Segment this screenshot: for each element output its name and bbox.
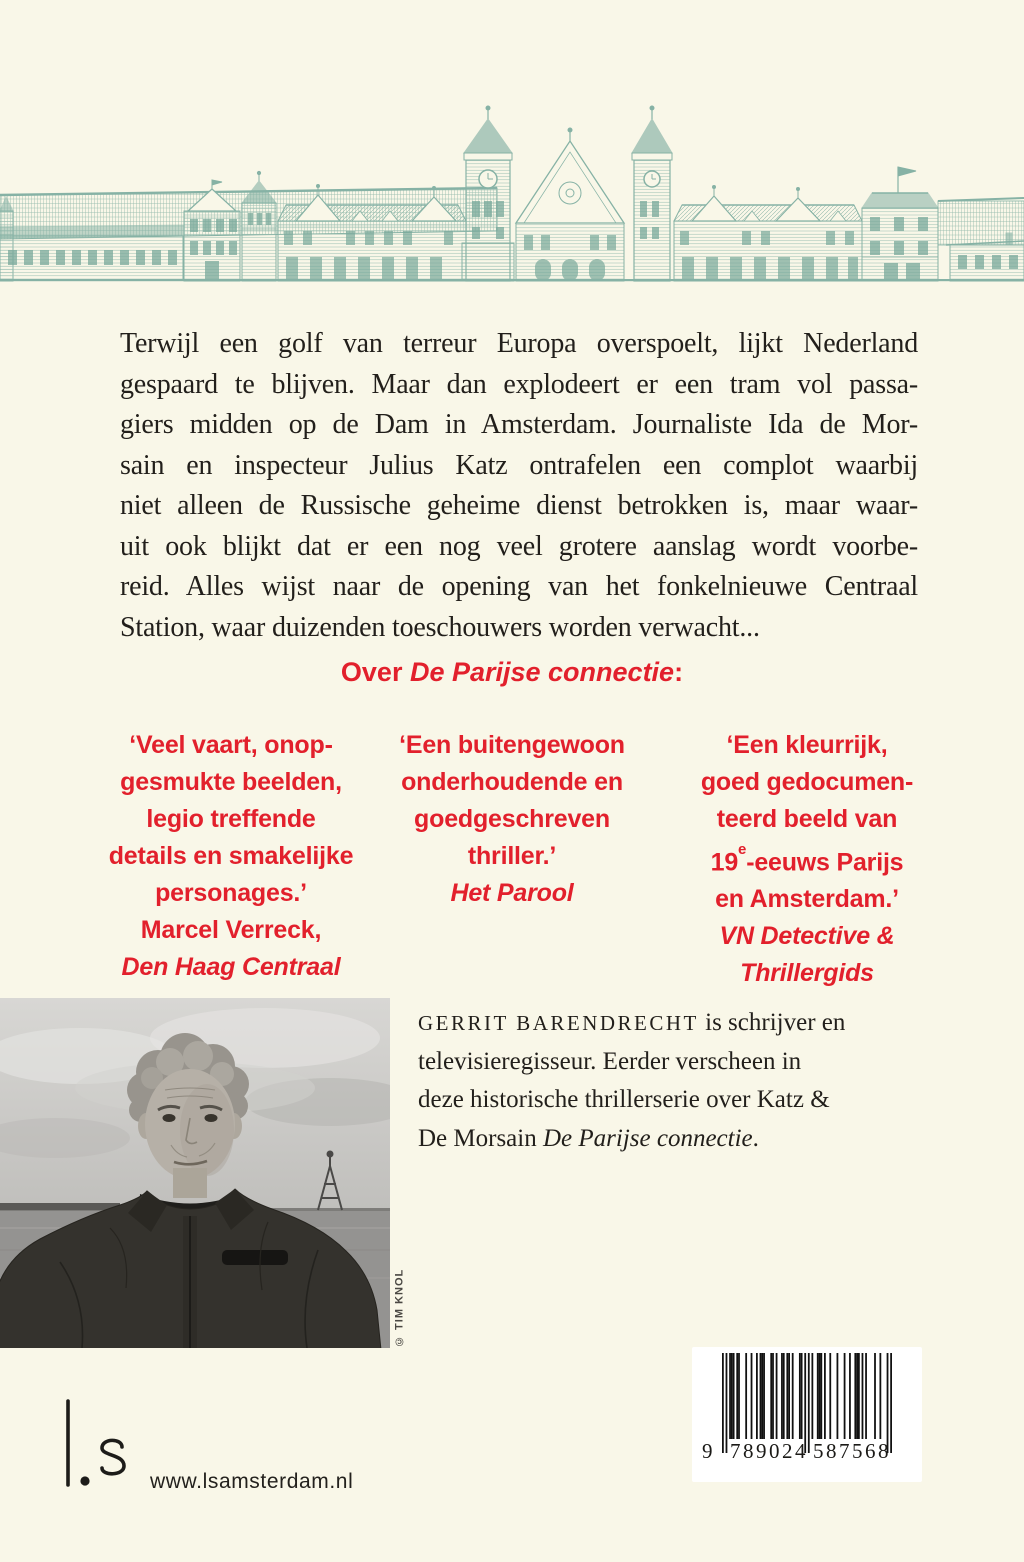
quote-line-part: -eeuws Parijs (746, 848, 904, 877)
quote-line: goed gedocumen- (700, 768, 914, 796)
blurb-line: Station, waar duizenden toeschouwers worden verwacht... (120, 611, 760, 643)
quote-line: ‘Een buitengewoon (399, 731, 625, 759)
blurb-line: giers midden op de Dam in Amsterdam. Journaliste Ida de Mor- (120, 409, 918, 440)
jacket-pocket (222, 1250, 288, 1265)
reviews-heading (0, 657, 1024, 688)
publisher-logo-text (142, 1398, 143, 1399)
quote-line: teerd beeld van (716, 805, 898, 833)
bio-line: televisieregisseur. Eerder verscheen in (418, 1047, 802, 1075)
author-name: GERRIT BARENDRECHT (418, 1011, 699, 1035)
clock-tower-right (632, 106, 672, 281)
blurb-line: Terwijl een golf van terreur Europa overspoelt, lijkt Nederland (120, 328, 918, 359)
small-tower (242, 171, 276, 281)
quote-line: gesmukte beelden, (120, 768, 342, 796)
bio-text: is schrijver en (698, 1009, 846, 1036)
blurb-line: uit ook blijkt dat er een nog veel grotere aanslag wordt voorbe- (120, 530, 918, 562)
quote-line (672, 838, 942, 881)
right-wing (938, 198, 1024, 281)
heading-prefix: Over (340, 657, 410, 687)
bio-line (418, 1004, 923, 1043)
clock-tower-left (462, 106, 514, 281)
quote-den-haag-centraal (96, 727, 366, 986)
bio-text: . (752, 1124, 759, 1152)
publisher-logo (62, 1398, 142, 1490)
isbn-digit-prefix: 9 (702, 1439, 713, 1463)
publisher-logo-mark (62, 1398, 142, 1490)
quote-line: en Amsterdam.’ (715, 885, 899, 914)
heading-suffix: : (674, 657, 684, 687)
quote-line: ‘Veel vaart, onop- (129, 731, 333, 759)
quote-line: personages.’ (155, 879, 307, 907)
flag-pavilion (862, 167, 938, 281)
bio-text: De Morsain (418, 1124, 543, 1152)
left-arcade (0, 225, 183, 280)
back-cover-blurb (120, 324, 918, 648)
heading-book-title: De Parijse connectie (409, 657, 675, 687)
quote-line: ‘Een kleurrijk, (726, 731, 888, 759)
quote-line: details en smakelijke (108, 842, 354, 870)
central-pavilion (516, 128, 624, 281)
quote-vn-detective (672, 727, 942, 992)
author-photo (0, 998, 390, 1348)
quote-attribution: Marcel Verreck, (140, 916, 322, 944)
isbn-group-2: 587568 (813, 1439, 891, 1463)
east-facade (674, 186, 862, 282)
bio-line: deze historische thrillerserie over Katz & (418, 1086, 830, 1113)
quote-source: Den Haag Centraal (121, 953, 341, 981)
blurb-line: gespaard te blijven. Maar dan explodeert er een tram vol passa- (120, 368, 918, 400)
barcode-bars (722, 1353, 892, 1453)
superscript-e: e (738, 841, 747, 859)
quote-source: VN Detective & (719, 922, 895, 951)
isbn-group-1: 789024 (730, 1439, 808, 1463)
quote-line: legio treffende (146, 805, 316, 833)
quote-line-part: 19 (710, 848, 739, 877)
photo-credit: © TIM KNOL (393, 1268, 406, 1347)
quote-line: goedgeschreven (414, 805, 610, 833)
station-illustration (0, 95, 1024, 285)
quote-line: onderhoudende en (401, 768, 623, 796)
blurb-line: sain en inspecteur Julius Katz ontrafelen een complot waarbij (120, 449, 918, 481)
quote-source: Thrillergids (740, 959, 874, 988)
ground-line (0, 279, 1024, 281)
author-bio (418, 1004, 923, 1158)
quote-source: Het Parool (450, 879, 574, 907)
publisher-website: www.lsamsterdam.nl (150, 1470, 354, 1493)
quote-het-parool (377, 727, 647, 912)
quote-line: thriller.’ (467, 842, 557, 870)
bio-line (418, 1120, 923, 1159)
author-neck (173, 1168, 207, 1198)
blurb-line: niet alleen de Russische geheime dienst betrokken is, maar waar- (120, 490, 918, 521)
blurb-line: reid. Alles wijst naar de opening van het fonkelnieuwe Centraal (120, 571, 918, 602)
bio-book-title: De Parijse connectie (542, 1124, 753, 1152)
isbn-barcode (692, 1347, 922, 1482)
